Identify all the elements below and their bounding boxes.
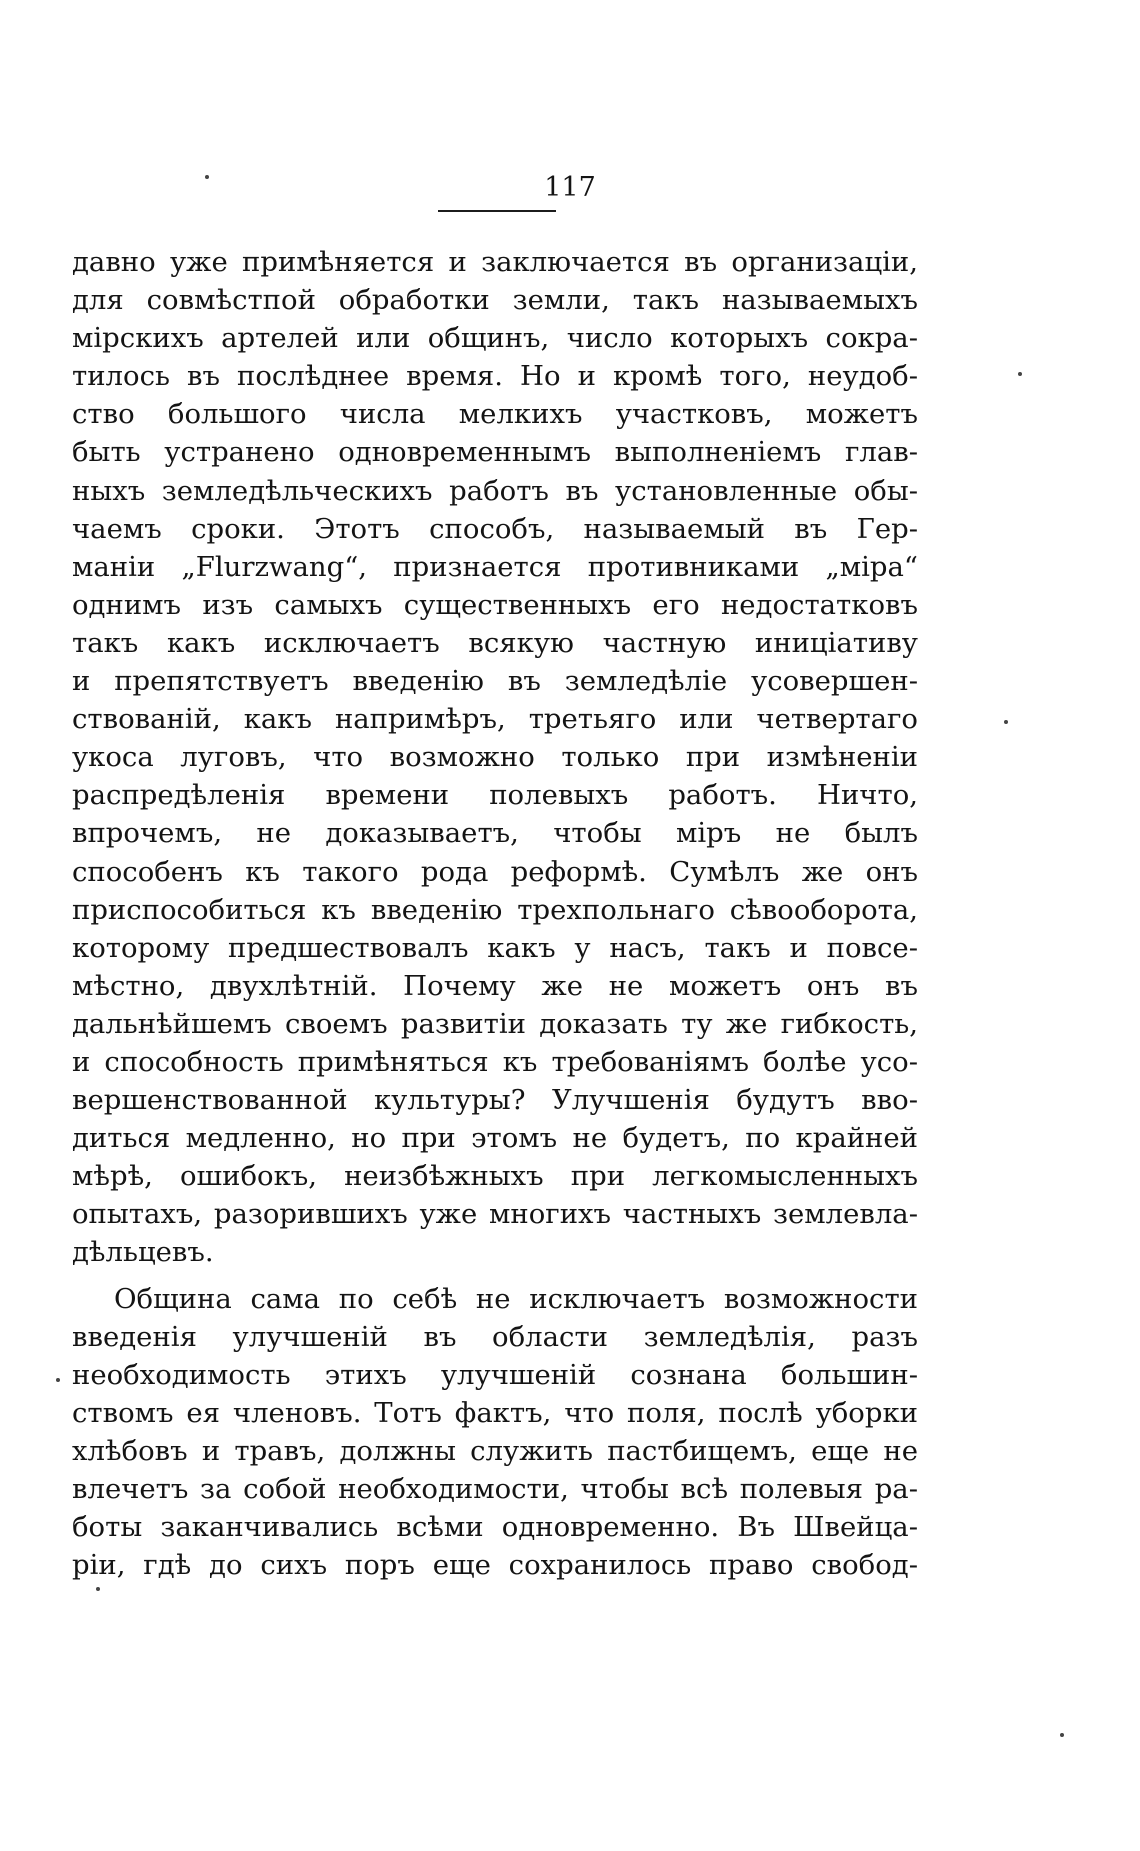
text-line: укоса луговъ, что возможно только при измѣненіи — [72, 741, 918, 774]
scan-speck — [205, 175, 209, 179]
text-line: маніи „Flurzwang“, признается противниками „міра“ — [72, 550, 918, 583]
text-line: ствомъ ея членовъ. Тотъ фактъ, что поля, послѣ уборки — [72, 1396, 918, 1429]
text-line: способенъ къ такого рода реформѣ. Сумѣлъ же онъ — [72, 855, 918, 888]
scan-speck — [1004, 720, 1008, 724]
text-line: которому предшествовалъ какъ у насъ, такъ и повсе- — [72, 931, 918, 964]
text-line: необходимость этихъ улучшеній сознана большин- — [72, 1358, 918, 1391]
text-line: влечетъ за собой необходимости, чтобы всѣ полевыя ра- — [72, 1473, 918, 1505]
text-line: чаемъ сроки. Этотъ способъ, называемый въ Гер- — [72, 512, 918, 545]
text-line: распредѣленія времени полевыхъ работъ. Ничто, — [72, 779, 918, 812]
text-line: ріи, гдѣ до сихъ поръ еще сохранилось право свобод- — [72, 1549, 918, 1582]
text-line: тилось въ послѣднее время. Но и кромѣ того, неудоб- — [72, 360, 918, 393]
page-number: 117 — [544, 172, 596, 203]
body-text — [72, 243, 918, 1584]
text-line: опытахъ, разорившихъ уже многихъ частныхъ землевла- — [72, 1198, 918, 1231]
text-line: боты заканчивались всѣми одновременно. Въ Швейца- — [72, 1511, 918, 1544]
paragraph — [72, 243, 918, 1272]
page-number-rule — [438, 210, 556, 212]
text-line: для совмѣстпой обработки земли, такъ называемыхъ — [72, 284, 918, 317]
text-line: введенія улучшеній въ области земледѣлія, разъ — [72, 1320, 918, 1353]
text-line: приспособиться къ введенію трехпольнаго сѣвооборота, — [72, 893, 918, 926]
text-line: однимъ изъ самыхъ существенныхъ его недостатковъ — [72, 588, 918, 621]
text-line: и препятствуетъ введенію въ земледѣліе усовершен- — [72, 665, 918, 698]
text-line: диться медленно, но при этомъ не будетъ, по крайней — [72, 1122, 918, 1155]
scan-speck — [96, 1587, 100, 1591]
text-line: и способность примѣняться къ требованіямъ болѣе усо- — [72, 1045, 918, 1078]
text-line: хлѣбовъ и травъ, должны служить пастбищемъ, еще не — [72, 1434, 918, 1467]
text-line: такъ какъ исключаетъ всякую частную иниціативу — [72, 626, 918, 659]
text-line: дальнѣйшемъ своемъ развитіи доказать ту же гибкость, — [72, 1007, 918, 1040]
text-line: мѣстно, двухлѣтній. Почему же не можетъ онъ въ — [72, 969, 918, 1002]
text-line: мѣрѣ, ошибокъ, неизбѣжныхъ при легкомысленныхъ — [72, 1160, 918, 1193]
text-line: ствованій, какъ напримѣръ, третьяго или четвертаго — [72, 703, 918, 736]
text-line: дѣльцевъ. — [72, 1236, 214, 1269]
text-line: давно уже примѣняется и заключается въ организаціи, — [72, 246, 918, 278]
text-line: вершенствованной культуры? Улучшенія будутъ вво- — [72, 1084, 918, 1117]
paragraph — [72, 1280, 918, 1585]
scan-speck — [56, 1378, 60, 1382]
text-line: быть устранено одновременнымъ выполненіемъ глав- — [72, 436, 918, 469]
text-line: ство большого числа мелкихъ участковъ, можетъ — [72, 398, 918, 431]
paragraph-gap — [72, 1272, 918, 1280]
scan-speck — [1018, 372, 1022, 376]
text-line: ныхъ земледѣльческихъ работъ въ установленные обы- — [72, 474, 918, 507]
text-line: мірскихъ артелей или общинъ, число которыхъ сокра- — [72, 322, 918, 355]
text-line: впрочемъ, не доказываетъ, чтобы міръ не былъ — [72, 817, 918, 850]
scan-speck — [1060, 1733, 1064, 1737]
text-line: Община сама по себѣ не исключаетъ возможности — [114, 1282, 918, 1315]
